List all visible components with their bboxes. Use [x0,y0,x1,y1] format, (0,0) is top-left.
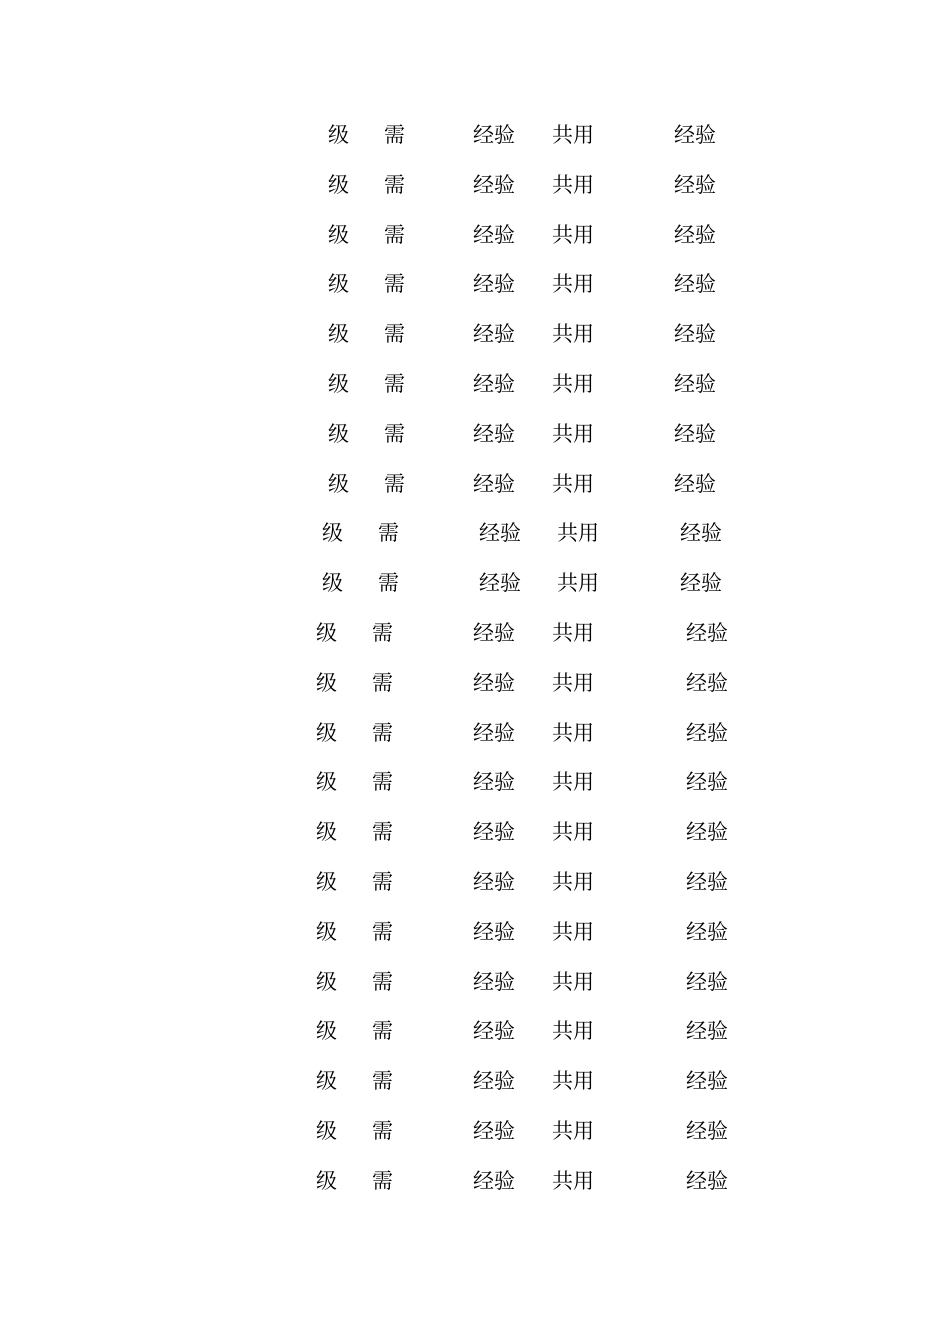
need-label: 需 [372,820,393,845]
exp-value-label: 经验 [674,272,716,297]
shared-label: 共用 [552,172,594,197]
shared-label: 共用 [552,421,594,446]
level-label: 级 [328,272,349,297]
exp-label: 经验 [473,1168,515,1193]
table-row [0,718,950,748]
shared-label: 共用 [552,123,594,147]
table-row [0,1066,950,1096]
table-row [0,518,950,548]
exp-label: 经验 [473,1019,515,1044]
exp-label: 经验 [473,670,515,695]
exp-value-label: 经验 [686,969,728,994]
level-label: 级 [328,123,349,147]
level-label: 级 [328,372,349,396]
need-label: 需 [384,372,405,396]
level-label: 级 [316,1168,337,1193]
exp-value-label: 经验 [686,820,728,845]
level-label: 级 [328,172,349,197]
need-label: 需 [378,521,399,546]
exp-label: 经验 [473,621,515,645]
shared-label: 共用 [557,571,599,596]
need-label: 需 [384,123,405,147]
shared-label: 共用 [552,621,594,645]
table-row [0,817,950,847]
exp-label: 经验 [473,421,515,446]
exp-label: 经验 [479,521,521,546]
level-label: 级 [316,670,337,695]
need-label: 需 [384,322,405,347]
level-label: 级 [328,421,349,446]
table-row [0,220,950,250]
exp-label: 经验 [473,1069,515,1094]
table-row [0,469,950,499]
exp-value-label: 经验 [680,521,722,546]
need-label: 需 [372,1019,393,1044]
exp-label: 经验 [473,123,515,147]
table-row [0,618,950,648]
level-label: 级 [316,870,337,894]
level-label: 级 [316,820,337,845]
shared-label: 共用 [552,272,594,297]
exp-value-label: 经验 [686,770,728,795]
exp-value-label: 经验 [674,421,716,446]
need-label: 需 [372,720,393,745]
exp-value-label: 经验 [686,919,728,944]
shared-label: 共用 [557,521,599,546]
level-label: 级 [316,770,337,795]
table-row [0,967,950,997]
exp-label: 经验 [473,969,515,994]
shared-label: 共用 [552,222,594,247]
need-label: 需 [372,919,393,944]
exp-label: 经验 [473,919,515,944]
level-label: 级 [322,571,343,596]
level-label: 级 [328,471,349,496]
shared-label: 共用 [552,322,594,347]
exp-value-label: 经验 [686,1069,728,1094]
exp-label: 经验 [473,172,515,197]
exp-value-label: 经验 [674,322,716,347]
need-label: 需 [372,870,393,894]
exp-value-label: 经验 [686,670,728,695]
table-row [0,170,950,200]
shared-label: 共用 [552,1019,594,1044]
need-label: 需 [372,969,393,994]
need-label: 需 [372,670,393,695]
table-row [0,668,950,698]
table-row [0,917,950,947]
exp-label: 经验 [473,222,515,247]
exp-value-label: 经验 [674,372,716,396]
table-row [0,1166,950,1196]
need-label: 需 [372,770,393,795]
level-label: 级 [316,1069,337,1094]
exp-label: 经验 [473,870,515,894]
exp-label: 经验 [479,571,521,596]
shared-label: 共用 [552,870,594,894]
exp-value-label: 经验 [686,1168,728,1193]
level-label: 级 [316,720,337,745]
exp-label: 经验 [473,820,515,845]
table-row [0,120,950,150]
table-row [0,1116,950,1146]
shared-label: 共用 [552,770,594,795]
level-label: 级 [316,621,337,645]
need-label: 需 [372,1069,393,1094]
need-label: 需 [384,421,405,446]
need-label: 需 [384,272,405,297]
exp-label: 经验 [473,1119,515,1143]
level-label: 级 [316,1119,337,1143]
shared-label: 共用 [552,670,594,695]
level-label: 级 [322,521,343,546]
table-row [0,269,950,299]
shared-label: 共用 [552,919,594,944]
table-row [0,767,950,797]
shared-label: 共用 [552,820,594,845]
need-label: 需 [372,1168,393,1193]
exp-value-label: 经验 [674,172,716,197]
shared-label: 共用 [552,1168,594,1193]
table-row [0,319,950,349]
table-row [0,369,950,399]
level-label: 级 [316,969,337,994]
exp-label: 经验 [473,770,515,795]
shared-label: 共用 [552,372,594,396]
exp-value-label: 经验 [686,870,728,894]
need-label: 需 [372,621,393,645]
exp-label: 经验 [473,272,515,297]
shared-label: 共用 [552,1069,594,1094]
table-row [0,568,950,598]
exp-label: 经验 [473,372,515,396]
shared-label: 共用 [552,471,594,496]
exp-value-label: 经验 [674,222,716,247]
exp-value-label: 经验 [686,720,728,745]
shared-label: 共用 [552,1119,594,1143]
exp-value-label: 经验 [686,1019,728,1044]
need-label: 需 [384,172,405,197]
level-label: 级 [328,322,349,347]
table-row [0,1016,950,1046]
exp-value-label: 经验 [674,123,716,147]
need-label: 需 [384,222,405,247]
exp-value-label: 经验 [686,1119,728,1143]
shared-label: 共用 [552,969,594,994]
shared-label: 共用 [552,720,594,745]
table-row [0,419,950,449]
table-row [0,867,950,897]
level-label: 级 [328,222,349,247]
exp-value-label: 经验 [686,621,728,645]
exp-label: 经验 [473,322,515,347]
exp-label: 经验 [473,720,515,745]
level-label: 级 [316,1019,337,1044]
exp-value-label: 经验 [674,471,716,496]
need-label: 需 [384,471,405,496]
level-label: 级 [316,919,337,944]
need-label: 需 [378,571,399,596]
exp-label: 经验 [473,471,515,496]
need-label: 需 [372,1119,393,1143]
exp-value-label: 经验 [680,571,722,596]
